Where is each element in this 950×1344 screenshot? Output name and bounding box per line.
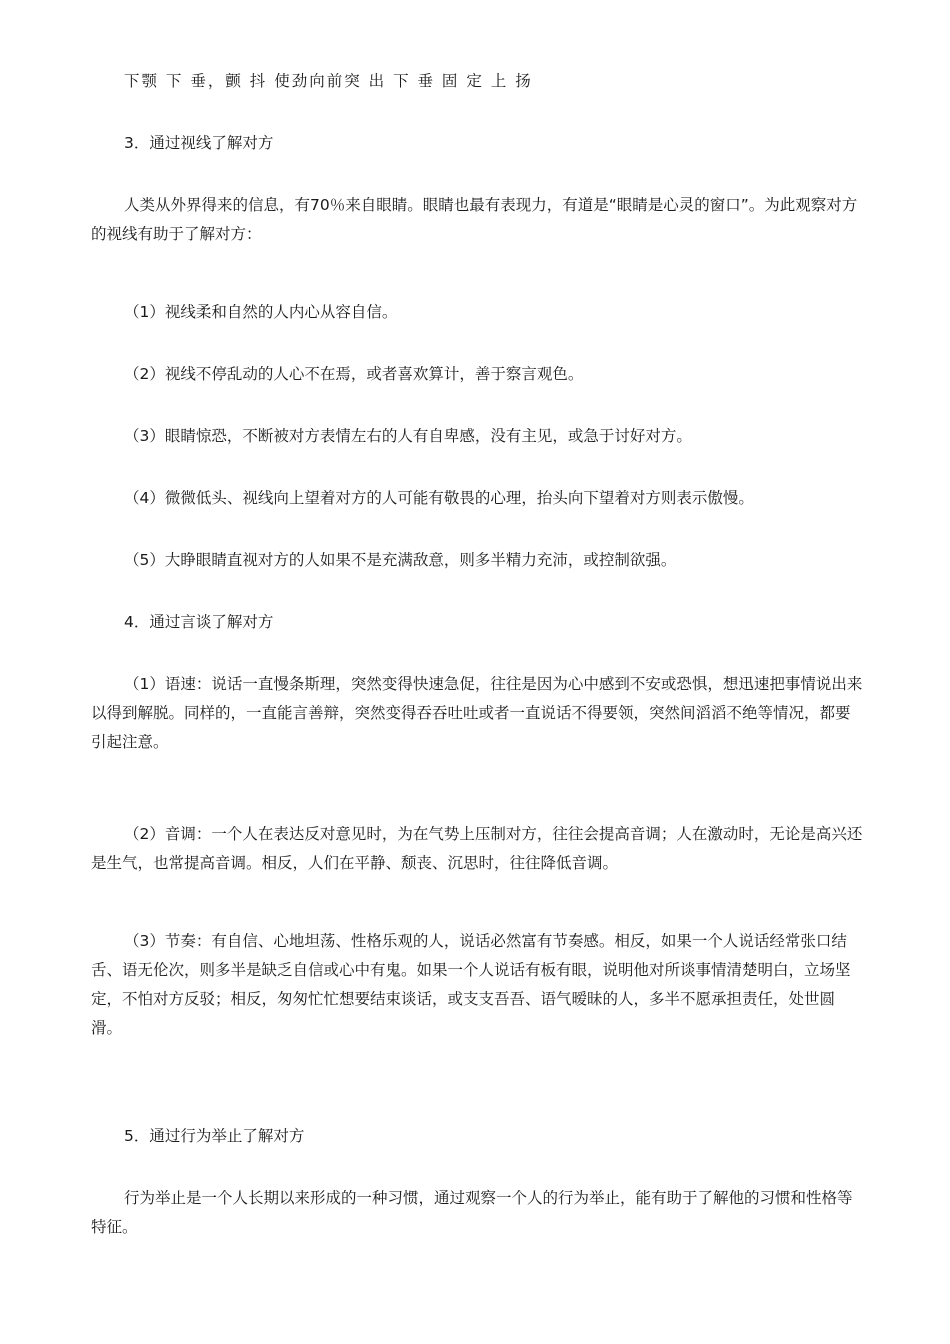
paragraph-rhythm: （3）节奏：有自信、心地坦荡、性格乐观的人，说话必然富有节奏感。相反，如果一个人说话经常张口结舌、语无伦次，则多半是缺乏自信或心中有鬼。如果一个人说话有板有眼，说明他对所谈事情清楚明白，立场坚定，不怕对方反驳；相反，匆匆忙忙想要结束谈话，或支支吾吾、语气暧昧的人，多半不愿承担责任，处世圆滑。 bbox=[91, 932, 851, 1037]
section-heading-4: 4．通过言谈了解对方 bbox=[124, 613, 274, 631]
text-line-jaw-expressions: 下颚 下 垂，颤 抖 使劲向前突 出 下 垂 固 定 上 扬 bbox=[124, 72, 533, 90]
section-heading-5: 5．通过行为举止了解对方 bbox=[124, 1127, 305, 1145]
list-item-3: （3）眼睛惊恐，不断被对方表情左右的人有自卑感，没有主见，或急于讨好对方。 bbox=[124, 427, 692, 445]
paragraph-behavior: 行为举止是一个人长期以来形成的一种习惯，通过观察一个人的行为举止，能有助于了解他的习惯和性格等特征。 bbox=[91, 1189, 853, 1236]
list-item-1: （1）视线柔和自然的人内心从容自信。 bbox=[124, 303, 398, 321]
paragraph-pitch: （2）音调：一个人在表达反对意见时，为在气势上压制对方，往往会提高音调；人在激动时，无论是高兴还是生气，也常提高音调。相反，人们在平静、颓丧、沉思时，往往降低音调。 bbox=[91, 825, 863, 872]
section-heading-3: 3．通过视线了解对方 bbox=[124, 134, 274, 152]
list-item-4: （4）微微低头、视线向上望着对方的人可能有敬畏的心理，抬头向下望着对方则表示傲慢。 bbox=[124, 489, 754, 507]
paragraph-eyes-intro: 人类从外界得来的信息，有70％来自眼睛。眼睛也最有表现力，有道是“眼睛是心灵的窗口”。为此观察对方的视线有助于了解对方： bbox=[91, 196, 858, 243]
list-item-5: （5）大睁眼睛直视对方的人如果不是充满敌意，则多半精力充沛，或控制欲强。 bbox=[124, 551, 677, 569]
list-item-2: （2）视线不停乱动的人心不在焉，或者喜欢算计，善于察言观色。 bbox=[124, 365, 584, 383]
paragraph-speech-rate: （1）语速：说话一直慢条斯理，突然变得快速急促，往往是因为心中感到不安或恐惧，想迅速把事情说出来以得到解脱。同样的，一直能言善辩，突然变得吞吞吐吐或者一直说话不得要领，突然间滔滔不绝等情况，都要引起注意。 bbox=[91, 675, 863, 751]
